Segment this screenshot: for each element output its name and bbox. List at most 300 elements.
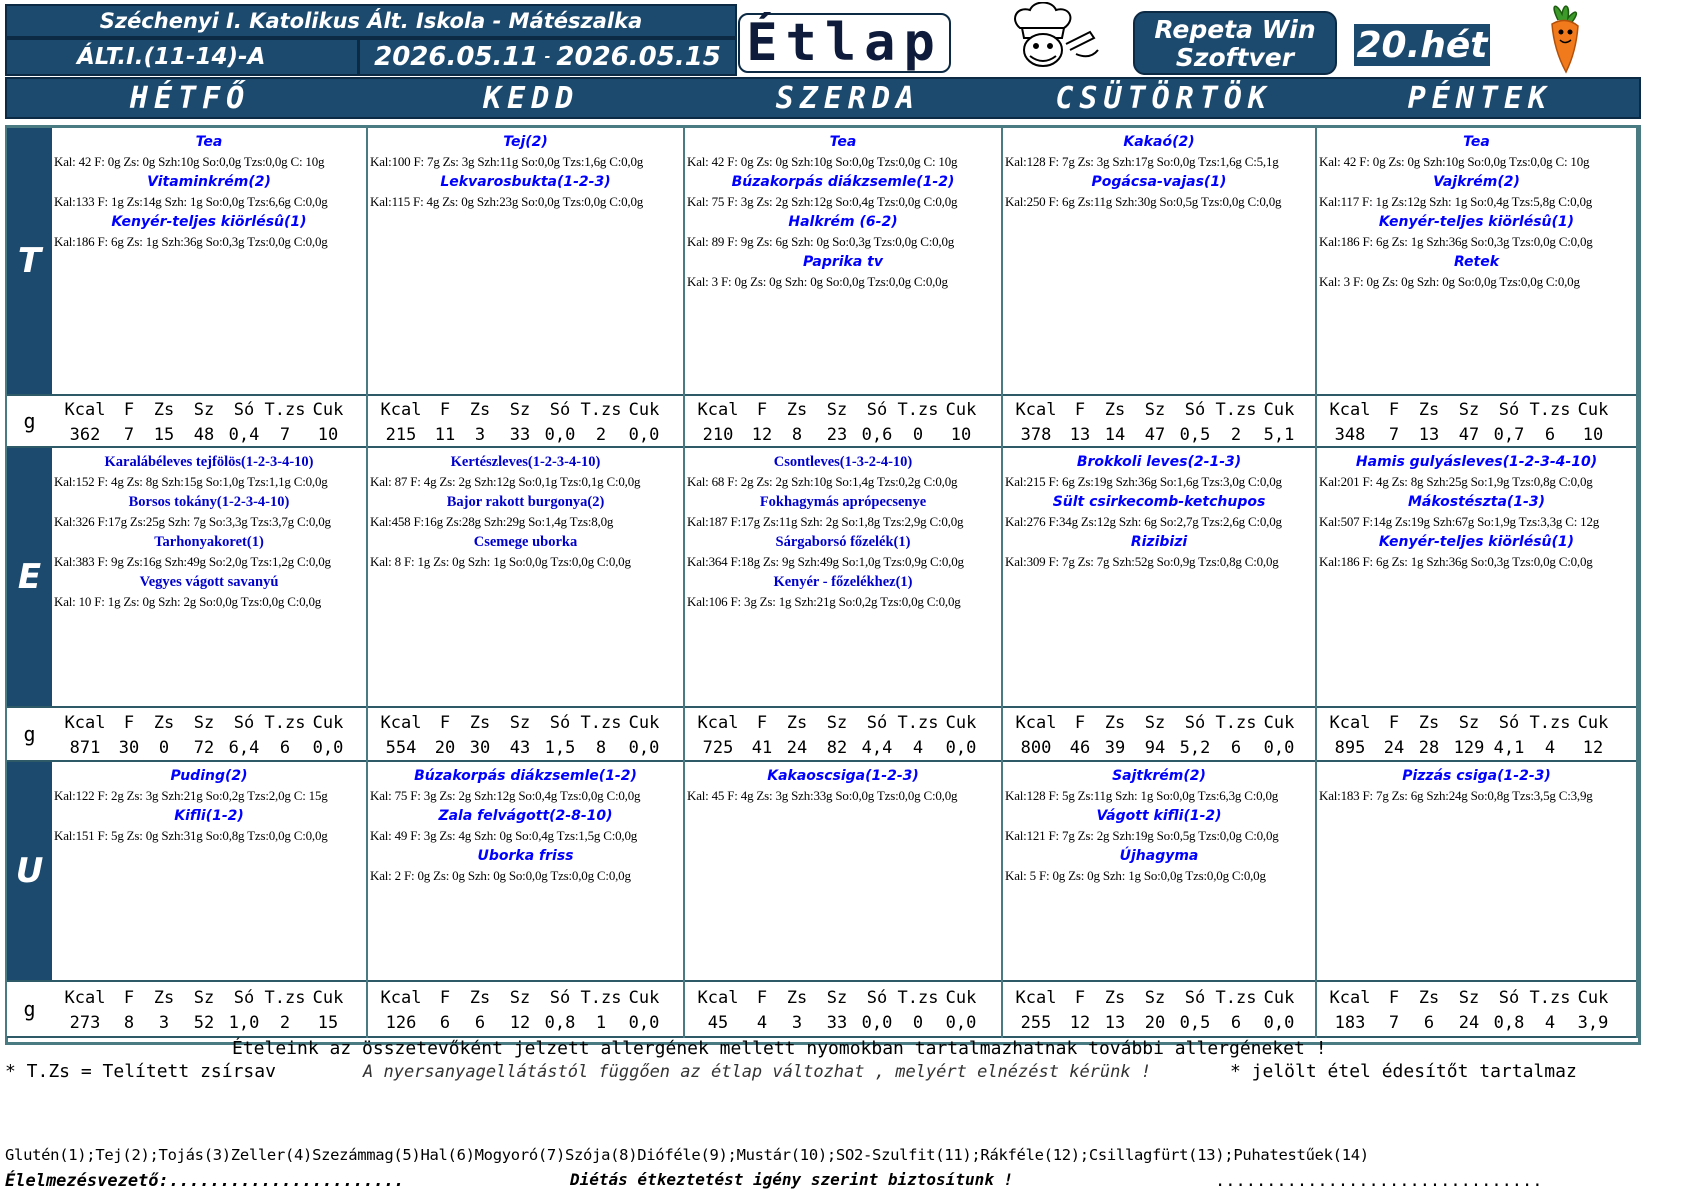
dish-nutrition: Kal:100 F: 7g Zs: 3g Szh:11g So:0,0g Tzs:1,6g C:0,0g bbox=[370, 154, 644, 169]
totals-value-cell: 0,0 bbox=[861, 1013, 893, 1033]
meal-cell-wednesday-tizorai bbox=[685, 128, 1003, 448]
totals-value-cell: 12 bbox=[509, 1013, 531, 1033]
totals-header-cell: Só bbox=[1184, 988, 1206, 1008]
dish-nutrition: Kal: 2 F: 0g Zs: 0g Szh: 0g So:0,0g Tzs:0,0g C:0,0g bbox=[370, 868, 631, 883]
totals-value-cell: 52 bbox=[193, 1013, 215, 1033]
dish-name: Bajor rakott burgonya(2) bbox=[446, 494, 605, 510]
totals-header-cell: F bbox=[123, 400, 135, 420]
totals-header-cell: Kcal bbox=[64, 988, 106, 1008]
totals-value-cell: 273 bbox=[69, 1013, 101, 1033]
totals-header-cell: T.zs bbox=[264, 988, 306, 1008]
totals-value-cell: 0,5 bbox=[1179, 1013, 1211, 1033]
totals-header-cell: Só bbox=[549, 988, 571, 1008]
totals-value-cell: 41 bbox=[751, 738, 773, 758]
totals-header-cell: Zs bbox=[469, 713, 491, 733]
totals-value-cell: 6 bbox=[1230, 738, 1242, 758]
totals-header-cell: Só bbox=[1498, 713, 1520, 733]
totals-header-cell: Zs bbox=[786, 713, 808, 733]
week-number: 20.hét bbox=[1354, 24, 1490, 66]
totals-header-cell: T.zs bbox=[1529, 713, 1571, 733]
totals-header-cell: Kcal bbox=[697, 400, 739, 420]
totals-value-cell: 378 bbox=[1020, 425, 1052, 445]
totals-value-cell: 82 bbox=[826, 738, 848, 758]
allergen-list: Glutén(1);Tej(2);Tojás(3)Zeller(4)Szezámmag(5)Hal(6)Mogyoró(7)Szója(8)Dióféle(9);Mustár(10);SO2-Szulfit(11);Rákféle(12);Csillagfürt(13);Puhatestűek(14) bbox=[5, 1146, 1369, 1164]
dish-name: Fokhagymás aprópecsenye bbox=[759, 494, 927, 510]
dish-nutrition: Kal: 42 F: 0g Zs: 0g Szh:10g So:0,0g Tzs:0,0g C: 10g bbox=[54, 154, 325, 169]
dish-name: Mákostészta(1-3) bbox=[1407, 494, 1546, 510]
meal-cell-wednesday-ebed bbox=[685, 448, 1003, 762]
totals-header-cell: Sz bbox=[826, 400, 848, 420]
dish-name: Kenyér - főzelékhez(1) bbox=[773, 574, 913, 590]
totals-value-cell: 6 bbox=[474, 1013, 486, 1033]
brand-line-2: Szoftver bbox=[1175, 43, 1295, 72]
totals-header-cell: Kcal bbox=[64, 713, 106, 733]
totals-header-cell: Zs bbox=[786, 988, 808, 1008]
day-tuesday: KEDD bbox=[483, 80, 580, 116]
dish-nutrition: Kal:458 F:16g Zs:28g Szh:29g So:1,4g Tzs:8,0g bbox=[370, 514, 614, 529]
totals-value-cell: 14 bbox=[1104, 425, 1126, 445]
totals-header-cell: F bbox=[439, 400, 451, 420]
totals-header-cell: Sz bbox=[1144, 400, 1166, 420]
totals-value-cell: 0,0 bbox=[628, 425, 660, 445]
daily-totals bbox=[368, 706, 683, 762]
dish-name: Hamis gulyásleves(1-2-3-4-10) bbox=[1355, 454, 1598, 470]
meal-cell-thursday-tizorai bbox=[1003, 128, 1317, 448]
totals-value-cell: 6 bbox=[439, 1013, 451, 1033]
totals-header-cell: Só bbox=[1498, 400, 1520, 420]
totals-header-cell: F bbox=[756, 988, 768, 1008]
totals-header-cell: F bbox=[1074, 713, 1086, 733]
totals-header-cell: Cuk bbox=[628, 713, 660, 733]
date-dash: - bbox=[544, 49, 551, 65]
dish-nutrition: Kal: 45 F: 4g Zs: 3g Szh:33g So:0,0g Tzs:0,0g C:0,0g bbox=[687, 788, 958, 803]
totals-header-cell: Zs bbox=[1418, 713, 1440, 733]
totals-value-cell: 0 bbox=[912, 425, 924, 445]
daily-totals bbox=[368, 980, 683, 1038]
meal-cell-thursday-ebed bbox=[1003, 448, 1317, 762]
meal-cell-friday-ebed bbox=[1317, 448, 1638, 762]
totals-header-cell: Cuk bbox=[628, 400, 660, 420]
change-note: A nyersanyagellátástól függően az étlap változhat , melyért elnézést kérünk ! bbox=[363, 1062, 1152, 1082]
day-friday: PÉNTEK bbox=[1407, 80, 1553, 116]
totals-value-cell: 4,1 bbox=[1493, 738, 1525, 758]
totals-header-cell: Sz bbox=[1458, 713, 1480, 733]
totals-header-cell: Kcal bbox=[1015, 400, 1057, 420]
totals-header-cell: F bbox=[1388, 713, 1400, 733]
totals-value-cell: 8 bbox=[595, 738, 607, 758]
totals-header-cell: Só bbox=[233, 713, 255, 733]
totals-value-cell: 183 bbox=[1334, 1013, 1366, 1033]
totals-value-cell: 4 bbox=[1544, 738, 1556, 758]
dish-nutrition: Kal:326 F:17g Zs:25g Szh: 7g So:3,3g Tzs:3,7g C:0,0g bbox=[54, 514, 331, 529]
totals-value-cell: 0,0 bbox=[945, 738, 977, 758]
totals-header-cell: Kcal bbox=[380, 400, 422, 420]
row-label-ebed: E bbox=[7, 448, 52, 706]
dish-nutrition: Kal:133 F: 1g Zs:14g Szh: 1g So:0,0g Tzs:6,6g C:0,0g bbox=[54, 194, 328, 209]
totals-value-cell: 94 bbox=[1144, 738, 1166, 758]
meal-cell-tuesday-ebed bbox=[368, 448, 685, 762]
totals-value-cell: 0,0 bbox=[628, 738, 660, 758]
totals-value-cell: 20 bbox=[1144, 1013, 1166, 1033]
row-g-label: g bbox=[7, 394, 52, 448]
totals-value-cell: 15 bbox=[153, 425, 175, 445]
totals-value-cell: 6 bbox=[1544, 425, 1556, 445]
totals-header-cell: Kcal bbox=[1329, 988, 1371, 1008]
totals-value-cell: 0,0 bbox=[1263, 738, 1295, 758]
totals-header-cell: Cuk bbox=[628, 988, 660, 1008]
totals-value-cell: 0,0 bbox=[945, 1013, 977, 1033]
totals-value-cell: 126 bbox=[385, 1013, 417, 1033]
meal-cell-wednesday-uzsonna bbox=[685, 762, 1003, 1038]
dish-name: Tea bbox=[829, 134, 857, 150]
totals-value-cell: 43 bbox=[509, 738, 531, 758]
totals-header-cell: T.zs bbox=[580, 400, 622, 420]
dish-nutrition: Kal:122 F: 2g Zs: 3g Szh:21g So:0,2g Tzs:2,0g C: 15g bbox=[54, 788, 328, 803]
dish-name: Búzakorpás diákzsemle(1-2) bbox=[731, 174, 955, 190]
totals-header-cell: T.zs bbox=[897, 400, 939, 420]
totals-value-cell: 0,0 bbox=[544, 425, 576, 445]
totals-header-cell: Cuk bbox=[312, 988, 344, 1008]
totals-header-cell: Cuk bbox=[1577, 988, 1609, 1008]
dish-name: Újhagyma bbox=[1119, 848, 1199, 864]
totals-value-cell: 0,0 bbox=[1263, 1013, 1295, 1033]
totals-value-cell: 4 bbox=[756, 1013, 768, 1033]
dish-name: Retek bbox=[1453, 254, 1500, 270]
totals-header-cell: Zs bbox=[1418, 988, 1440, 1008]
totals-value-cell: 6 bbox=[1230, 1013, 1242, 1033]
school-name: Széchenyi I. Katolikus Ált. Iskola - Mátészalka bbox=[5, 4, 737, 38]
totals-header-cell: Sz bbox=[193, 400, 215, 420]
dish-name: Puding(2) bbox=[170, 768, 248, 784]
totals-header-cell: T.zs bbox=[897, 713, 939, 733]
totals-value-cell: 4 bbox=[1544, 1013, 1556, 1033]
meal-cell-monday-tizorai bbox=[52, 128, 368, 448]
dish-nutrition: Kal:128 F: 5g Zs:11g Szh: 1g So:0,0g Tzs:6,3g C:0,0g bbox=[1005, 788, 1279, 803]
dish-name: Halkrém (6-2) bbox=[788, 214, 898, 230]
totals-header-cell: Sz bbox=[509, 713, 531, 733]
daily-totals bbox=[368, 394, 683, 448]
totals-value-cell: 33 bbox=[826, 1013, 848, 1033]
date-to: 2026.05.15 bbox=[556, 42, 721, 72]
dish-nutrition: Kal:201 F: 4g Zs: 8g Szh:25g So:1,9g Tzs:0,8g C:0,0g bbox=[1319, 474, 1593, 489]
sweetener-note: * jelölt étel édesítőt tartalmaz bbox=[1230, 1061, 1577, 1082]
totals-value-cell: 3 bbox=[158, 1013, 170, 1033]
diet-note: Diétás étkeztetést igény szerint biztosítunk ! bbox=[570, 1170, 1014, 1189]
totals-header-cell: T.zs bbox=[1215, 713, 1257, 733]
totals-value-cell: 348 bbox=[1334, 425, 1366, 445]
dish-name: Sajtkrém(2) bbox=[1112, 768, 1206, 784]
totals-header-cell: Zs bbox=[153, 713, 175, 733]
meal-cell-tuesday-tizorai bbox=[368, 128, 685, 448]
brand-line-1: Repeta Win bbox=[1154, 15, 1316, 44]
dish-nutrition: Kal:250 F: 6g Zs:11g Szh:30g So:0,5g Tzs:0,0g C:0,0g bbox=[1005, 194, 1282, 209]
software-brand bbox=[1133, 11, 1337, 75]
totals-value-cell: 13 bbox=[1069, 425, 1091, 445]
dish-name: Kenyér-teljes kiörlésû(1) bbox=[1378, 534, 1575, 550]
totals-value-cell: 1,5 bbox=[544, 738, 576, 758]
totals-header-cell: Cuk bbox=[312, 400, 344, 420]
dish-nutrition: Kal:152 F: 4g Zs: 8g Szh:15g So:1,0g Tzs:1,1g C:0,0g bbox=[54, 474, 328, 489]
totals-header-cell: Sz bbox=[1144, 988, 1166, 1008]
dish-name: Csemege uborka bbox=[473, 534, 578, 550]
totals-header-cell: Kcal bbox=[380, 713, 422, 733]
totals-header-cell: Só bbox=[1498, 988, 1520, 1008]
totals-header-cell: Sz bbox=[1144, 713, 1166, 733]
totals-value-cell: 800 bbox=[1020, 738, 1052, 758]
daily-totals bbox=[1317, 706, 1636, 762]
totals-value-cell: 2 bbox=[1230, 425, 1242, 445]
row-g-label: g bbox=[7, 706, 52, 762]
totals-header-cell: Sz bbox=[826, 713, 848, 733]
totals-header-cell: Cuk bbox=[1577, 713, 1609, 733]
totals-header-cell: Só bbox=[233, 400, 255, 420]
totals-header-cell: Sz bbox=[826, 988, 848, 1008]
totals-header-cell: Sz bbox=[509, 400, 531, 420]
dish-name: Tea bbox=[1463, 134, 1490, 150]
totals-value-cell: 13 bbox=[1418, 425, 1440, 445]
dish-name: Vágott kifli(1-2) bbox=[1096, 808, 1222, 824]
totals-header-cell: Só bbox=[233, 988, 255, 1008]
dish-nutrition: Kal:507 F:14g Zs:19g Szh:67g So:1,9g Tzs:3,3g C: 12g bbox=[1319, 514, 1600, 529]
totals-value-cell: 5,1 bbox=[1263, 425, 1295, 445]
totals-value-cell: 362 bbox=[69, 425, 101, 445]
meal-cell-monday-uzsonna bbox=[52, 762, 368, 1038]
totals-header-cell: T.zs bbox=[580, 988, 622, 1008]
meal-cell-friday-uzsonna bbox=[1317, 762, 1638, 1038]
dish-nutrition: Kal: 75 F: 3g Zs: 2g Szh:12g So:0,4g Tzs:0,0g C:0,0g bbox=[687, 194, 958, 209]
dish-name: Borsos tokány(1-2-3-4-10) bbox=[128, 494, 290, 510]
totals-value-cell: 3 bbox=[474, 425, 486, 445]
date-from: 2026.05.11 bbox=[374, 42, 539, 72]
totals-value-cell: 13 bbox=[1104, 1013, 1126, 1033]
dish-name: Paprika tv bbox=[803, 254, 883, 270]
row-label-uzsonna: U bbox=[7, 762, 52, 980]
dish-nutrition: Kal: 5 F: 0g Zs: 0g Szh: 1g So:0,0g Tzs:0,0g C:0,0g bbox=[1005, 868, 1266, 883]
dish-nutrition: Kal: 8 F: 1g Zs: 0g Szh: 1g So:0,0g Tzs:0,0g C:0,0g bbox=[370, 554, 631, 569]
totals-header-cell: Só bbox=[1184, 713, 1206, 733]
dish-name: Vitaminkrém(2) bbox=[147, 174, 271, 190]
dish-name: Pogácsa-vajas(1) bbox=[1091, 174, 1227, 190]
dish-nutrition: Kal:117 F: 1g Zs:12g Szh: 1g So:0,4g Tzs:5,8g C:0,0g bbox=[1319, 194, 1593, 209]
totals-value-cell: 6 bbox=[1423, 1013, 1435, 1033]
totals-header-cell: T.zs bbox=[897, 988, 939, 1008]
totals-value-cell: 3,9 bbox=[1577, 1013, 1609, 1033]
dish-name: Tej(2) bbox=[503, 134, 548, 150]
dish-nutrition: Kal:121 F: 7g Zs: 2g Szh:19g So:0,5g Tzs:0,0g C:0,0g bbox=[1005, 828, 1279, 843]
dish-name: Kertészleves(1-2-3-4-10) bbox=[450, 454, 601, 470]
totals-value-cell: 0 bbox=[912, 1013, 924, 1033]
dish-name: Brokkoli leves(2-1-3) bbox=[1076, 454, 1242, 470]
dish-name: Tea bbox=[195, 134, 223, 150]
totals-value-cell: 28 bbox=[1418, 738, 1440, 758]
totals-value-cell: 6 bbox=[279, 738, 291, 758]
totals-value-cell: 4 bbox=[912, 738, 924, 758]
totals-value-cell: 39 bbox=[1104, 738, 1126, 758]
totals-header-cell: Só bbox=[866, 400, 888, 420]
totals-header-cell: T.zs bbox=[1215, 400, 1257, 420]
allergen-trace-note: Ételeink az összetevőként jelzett allergének mellett nyomokban tartalmazhatnak további allergéneket ! bbox=[232, 1038, 1327, 1059]
totals-value-cell: 895 bbox=[1334, 738, 1366, 758]
totals-header-cell: Só bbox=[866, 988, 888, 1008]
totals-value-cell: 2 bbox=[279, 1013, 291, 1033]
totals-value-cell: 6,4 bbox=[228, 738, 260, 758]
dish-nutrition: Kal:186 F: 6g Zs: 1g Szh:36g So:0,3g Tzs:0,0g C:0,0g bbox=[1319, 234, 1593, 249]
totals-value-cell: 0,6 bbox=[861, 425, 893, 445]
dish-nutrition: Kal:151 F: 5g Zs: 0g Szh:31g So:0,8g Tzs:0,0g C:0,0g bbox=[54, 828, 328, 843]
dish-nutrition: Kal: 87 F: 4g Zs: 2g Szh:12g So:0,1g Tzs:0,1g C:0,0g bbox=[370, 474, 641, 489]
dish-nutrition: Kal:276 F:34g Zs:12g Szh: 6g So:2,7g Tzs:2,6g C:0,0g bbox=[1005, 514, 1282, 529]
totals-header-cell: Cuk bbox=[945, 988, 977, 1008]
daily-totals bbox=[685, 394, 1001, 448]
dish-name: Uborka friss bbox=[477, 848, 574, 864]
day-header-bar bbox=[5, 77, 1641, 119]
row-label-tizorai: T bbox=[7, 128, 52, 394]
totals-value-cell: 5,2 bbox=[1179, 738, 1211, 758]
dish-name: Lekvarosbukta(1-2-3) bbox=[440, 174, 611, 190]
totals-header-cell: Cuk bbox=[945, 400, 977, 420]
totals-value-cell: 210 bbox=[702, 425, 734, 445]
dish-name: Kifli(1-2) bbox=[174, 808, 244, 824]
dish-nutrition: Kal:128 F: 7g Zs: 3g Szh:17g So:0,0g Tzs:1,6g C:5,1g bbox=[1005, 154, 1279, 169]
totals-header-cell: Zs bbox=[786, 400, 808, 420]
totals-value-cell: 72 bbox=[193, 738, 215, 758]
dish-nutrition: Kal:215 F: 6g Zs:19g Szh:36g So:1,6g Tzs:3,0g C:0,0g bbox=[1005, 474, 1282, 489]
totals-header-cell: Zs bbox=[1104, 988, 1126, 1008]
day-wednesday: SZERDA bbox=[775, 80, 921, 116]
totals-header-cell: Sz bbox=[1458, 400, 1480, 420]
totals-value-cell: 7 bbox=[279, 425, 291, 445]
dish-nutrition: Kal: 3 F: 0g Zs: 0g Szh: 0g So:0,0g Tzs:0,0g C:0,0g bbox=[1319, 274, 1580, 289]
totals-value-cell: 0,0 bbox=[312, 738, 344, 758]
dish-name: Kakaoscsiga(1-2-3) bbox=[767, 768, 919, 784]
totals-header-cell: Sz bbox=[193, 713, 215, 733]
totals-value-cell: 1 bbox=[595, 1013, 607, 1033]
totals-value-cell: 15 bbox=[317, 1013, 339, 1033]
totals-header-cell: Zs bbox=[469, 988, 491, 1008]
totals-header-cell: F bbox=[756, 713, 768, 733]
day-thursday: CSÜTÖRTÖK bbox=[1055, 80, 1272, 116]
daily-totals bbox=[52, 980, 366, 1038]
totals-header-cell: Kcal bbox=[1329, 713, 1371, 733]
totals-value-cell: 10 bbox=[317, 425, 339, 445]
totals-header-cell: Cuk bbox=[312, 713, 344, 733]
totals-header-cell: F bbox=[756, 400, 768, 420]
meal-cell-tuesday-uzsonna bbox=[368, 762, 685, 1038]
dish-name: Kenyér-teljes kiörlésû(1) bbox=[111, 214, 307, 230]
dish-name: Zala felvágott(2-8-10) bbox=[438, 808, 613, 824]
meal-cell-friday-tizorai bbox=[1317, 128, 1638, 448]
totals-header-cell: Cuk bbox=[1577, 400, 1609, 420]
totals-value-cell: 2 bbox=[595, 425, 607, 445]
totals-header-cell: F bbox=[1388, 400, 1400, 420]
totals-value-cell: 0 bbox=[158, 738, 170, 758]
totals-value-cell: 255 bbox=[1020, 1013, 1052, 1033]
totals-header-cell: Kcal bbox=[64, 400, 106, 420]
totals-header-cell: F bbox=[439, 988, 451, 1008]
totals-value-cell: 12 bbox=[1582, 738, 1604, 758]
totals-value-cell: 45 bbox=[707, 1013, 729, 1033]
dish-name: Pizzás csiga(1-2-3) bbox=[1402, 768, 1551, 784]
totals-header-cell: T.zs bbox=[264, 400, 306, 420]
daily-totals bbox=[1003, 394, 1315, 448]
totals-value-cell: 8 bbox=[123, 1013, 135, 1033]
totals-value-cell: 11 bbox=[434, 425, 456, 445]
daily-totals bbox=[1003, 980, 1315, 1038]
totals-value-cell: 725 bbox=[702, 738, 734, 758]
totals-value-cell: 0,5 bbox=[1179, 425, 1211, 445]
totals-value-cell: 4,4 bbox=[861, 738, 893, 758]
dish-nutrition: Kal: 42 F: 0g Zs: 0g Szh:10g So:0,0g Tzs:0,0g C: 10g bbox=[1319, 154, 1590, 169]
totals-header-cell: Kcal bbox=[697, 988, 739, 1008]
dish-name: Karalábéleves tejfölös(1-2-3-4-10) bbox=[104, 454, 314, 470]
totals-header-cell: F bbox=[1388, 988, 1400, 1008]
daily-totals bbox=[685, 706, 1001, 762]
dish-name: Sült csirkecomb-ketchupos bbox=[1052, 494, 1266, 510]
totals-value-cell: 12 bbox=[751, 425, 773, 445]
totals-header-cell: Kcal bbox=[380, 988, 422, 1008]
totals-header-cell: F bbox=[123, 988, 135, 1008]
tzs-note: * T.Zs = Telített zsírsav bbox=[5, 1061, 276, 1082]
totals-header-cell: Zs bbox=[153, 400, 175, 420]
dish-name: Kakaó(2) bbox=[1123, 134, 1195, 150]
dish-name: Vajkrém(2) bbox=[1433, 174, 1520, 190]
totals-header-cell: Zs bbox=[469, 400, 491, 420]
totals-value-cell: 0,7 bbox=[1493, 425, 1525, 445]
totals-header-cell: T.zs bbox=[1215, 988, 1257, 1008]
totals-header-cell: Cuk bbox=[1263, 988, 1295, 1008]
dish-name: Rizibizi bbox=[1130, 534, 1188, 550]
dish-nutrition: Kal:183 F: 7g Zs: 6g Szh:24g So:0,8g Tzs:3,5g C:3,9g bbox=[1319, 788, 1593, 803]
totals-header-cell: Zs bbox=[1104, 400, 1126, 420]
totals-header-cell: Kcal bbox=[1329, 400, 1371, 420]
totals-value-cell: 8 bbox=[791, 425, 803, 445]
totals-header-cell: Só bbox=[549, 713, 571, 733]
totals-value-cell: 30 bbox=[118, 738, 140, 758]
totals-value-cell: 47 bbox=[1144, 425, 1166, 445]
totals-header-cell: F bbox=[1074, 988, 1086, 1008]
group-code: ÁLT.I.(11-14)-A bbox=[5, 38, 359, 76]
dish-nutrition: Kal: 75 F: 3g Zs: 2g Szh:12g So:0,4g Tzs:0,0g C:0,0g bbox=[370, 788, 641, 803]
totals-value-cell: 24 bbox=[786, 738, 808, 758]
totals-header-cell: T.zs bbox=[264, 713, 306, 733]
dish-name: Búzakorpás diákzsemle(1-2) bbox=[414, 768, 637, 784]
dish-nutrition: Kal:364 F:18g Zs: 9g Szh:49g So:1,0g Tzs:0,9g C:0,0g bbox=[687, 554, 964, 569]
date-range bbox=[358, 38, 737, 76]
totals-value-cell: 3 bbox=[791, 1013, 803, 1033]
totals-header-cell: T.zs bbox=[1529, 988, 1571, 1008]
totals-value-cell: 0,8 bbox=[1493, 1013, 1525, 1033]
daily-totals bbox=[52, 706, 366, 762]
totals-header-cell: T.zs bbox=[1529, 400, 1571, 420]
totals-value-cell: 48 bbox=[193, 425, 215, 445]
totals-value-cell: 47 bbox=[1458, 425, 1480, 445]
totals-value-cell: 12 bbox=[1069, 1013, 1091, 1033]
dish-nutrition: Kal:186 F: 6g Zs: 1g Szh:36g So:0,3g Tzs:0,0g C:0,0g bbox=[1319, 554, 1593, 569]
totals-header-cell: Só bbox=[1184, 400, 1206, 420]
totals-header-cell: Kcal bbox=[697, 713, 739, 733]
dish-name: Csontleves(1-3-2-4-10) bbox=[773, 454, 913, 470]
row-g-label: g bbox=[7, 980, 52, 1038]
day-monday: HÉTFŐ bbox=[129, 80, 251, 116]
totals-header-cell: Kcal bbox=[1015, 988, 1057, 1008]
totals-value-cell: 46 bbox=[1069, 738, 1091, 758]
totals-value-cell: 0,4 bbox=[228, 425, 260, 445]
food-manager-label: Élelmezésvezető:....................... bbox=[5, 1171, 405, 1190]
chef-logo bbox=[1000, 2, 1104, 74]
totals-value-cell: 7 bbox=[1388, 425, 1400, 445]
dish-name: Vegyes vágott savanyú bbox=[139, 574, 279, 590]
totals-header-cell: Kcal bbox=[1015, 713, 1057, 733]
